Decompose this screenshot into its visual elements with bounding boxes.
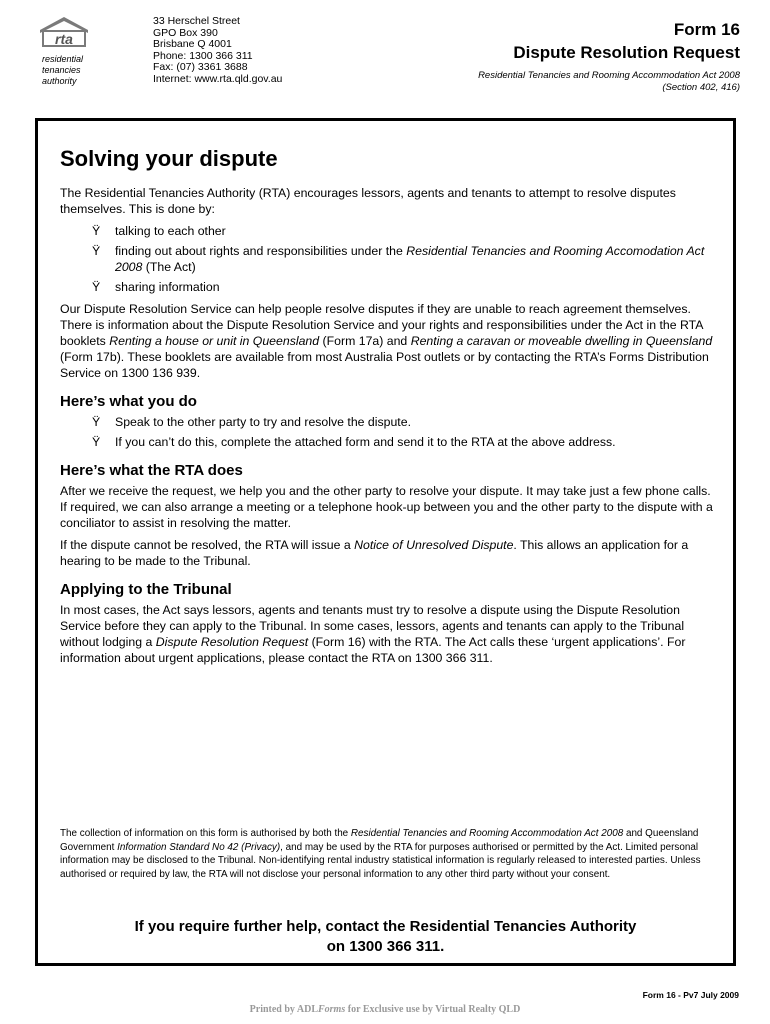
rta-address xyxy=(153,16,282,86)
help-contact xyxy=(38,917,733,957)
form-title: Dispute Resolution Request xyxy=(513,43,740,62)
logo-text-line: authority xyxy=(42,76,77,86)
address-internet: Internet: www.rta.qld.gov.au xyxy=(153,72,283,85)
list-item: Ÿ finding out about rights and responsibilities under the Residential Tenancies and Rooming Accomodation Act 2008 (The Act) xyxy=(92,244,705,274)
bullet-icon: Ÿ xyxy=(92,224,101,238)
address-phone: Phone: 1300 366 311 xyxy=(153,49,253,62)
section-heading-you-do: Here’s what you do xyxy=(60,393,197,410)
form-number: Form 16 xyxy=(673,20,740,39)
list-item: Ÿ If you can’t do this, complete the attached form and send it to the RTA at the above address. xyxy=(92,435,616,449)
bullet-icon: Ÿ xyxy=(92,280,101,294)
list-item: Ÿ talking to each other xyxy=(92,224,226,238)
intro-paragraph: The Residential Tenancies Authority (RTA) encourages lessors, agents and tenants to attempt to resolve disputes themselves. This is done by: xyxy=(60,186,676,216)
printed-by-note: Printed by ADLForms for Exclusive use by Virtual Realty QLD xyxy=(249,1004,521,1015)
tribunal-paragraph: In most cases, the Act says lessors, agents and tenants must try to resolve a dispute using the Dispute Resolution Service before they can apply to the Tribunal. In some cases, lessors, agents and tenants can apply to the Tribunal without lodging a Dispute Resolution Request (Form 16) with the RTA. The Act calls these ‘urgent applications’. For information about urgent applications, please contact the RTA on 1300 366 311. xyxy=(60,603,686,665)
service-paragraph: Our Dispute Resolution Service can help people resolve disputes if they are unable to reach agreement themselves. There is information about the Dispute Resolution Service and your rights and responsibilities under the Act in the RTA booklets Renting a house or unit in Queensland (Form 17a) and Renting a caravan or moveable dwelling in Queensland (Form 17b). These booklets are available from most Australia Post outlets or by contacting the RTA’s Forms Distribution Service on 1300 136 939. xyxy=(60,302,713,380)
section-heading-rta-does: Here’s what the RTA does xyxy=(60,462,243,479)
address-city: Brisbane Q 4001 xyxy=(153,38,232,51)
help-line: on 1300 366 311. xyxy=(326,938,445,955)
bullet-icon: Ÿ xyxy=(92,244,101,258)
privacy-notice: The collection of information on this form is authorised by both the Residential Tenancies and Rooming Accommodation Act 2008 and Queensland Government Information Standard No 42 (Privacy), and may be used by the RTA for purposes authorised or permitted by the Act. Limited personal information may be disclosed to the Tribunal. Non-identifying rental industry statistical information is regularly released to interested parties. Unless authorised or required by law, the RTA will not disclose your personal information to any other third party without your consent. xyxy=(60,828,701,880)
form-act: Residential Tenancies and Rooming Accommodation Act 2008 xyxy=(478,70,740,81)
you-do-list xyxy=(60,414,715,450)
address-po-box: GPO Box 390 xyxy=(153,26,218,39)
bullet-icon: Ÿ xyxy=(92,415,101,429)
info-panel xyxy=(35,118,736,966)
unresolved-paragraph: If the dispute cannot be resolved, the RTA will issue a Notice of Unresolved Dispute. This allows an application for a hearing to be made to the Tribunal. xyxy=(60,538,689,568)
form-section: (Section 402, 416) xyxy=(662,82,740,93)
house-icon xyxy=(38,16,90,50)
bullet-icon: Ÿ xyxy=(92,435,101,449)
list-item: Ÿ sharing information xyxy=(92,280,220,294)
intro-list xyxy=(60,223,715,295)
address-fax: Fax: (07) 3361 3688 xyxy=(153,61,248,74)
rta-logo xyxy=(38,16,98,87)
list-item: Ÿ Speak to the other party to try and resolve the dispute. xyxy=(92,415,411,429)
logo-text-line: residential xyxy=(42,54,84,64)
rta-does-paragraph: After we receive the request, we help you and the other party to resolve your dispute. It may take just a few phone calls. If required, we can also arrange a meeting or a telephone hook-up between you and the other party to the dispute with a conciliator to assist in resolving the matter. xyxy=(60,484,713,530)
logo-text-line: tenancies xyxy=(42,65,81,75)
help-line: If you require further help, contact the Residential Tenancies Authority xyxy=(134,918,637,935)
address-street: 33 Herschel Street xyxy=(153,15,240,27)
form-header xyxy=(478,20,740,94)
section-heading-tribunal: Applying to the Tribunal xyxy=(60,581,232,598)
page-title: Solving your dispute xyxy=(60,146,278,171)
form-version: Form 16 - Pv7 July 2009 xyxy=(642,990,739,1000)
logo-mark: rta xyxy=(55,31,73,47)
